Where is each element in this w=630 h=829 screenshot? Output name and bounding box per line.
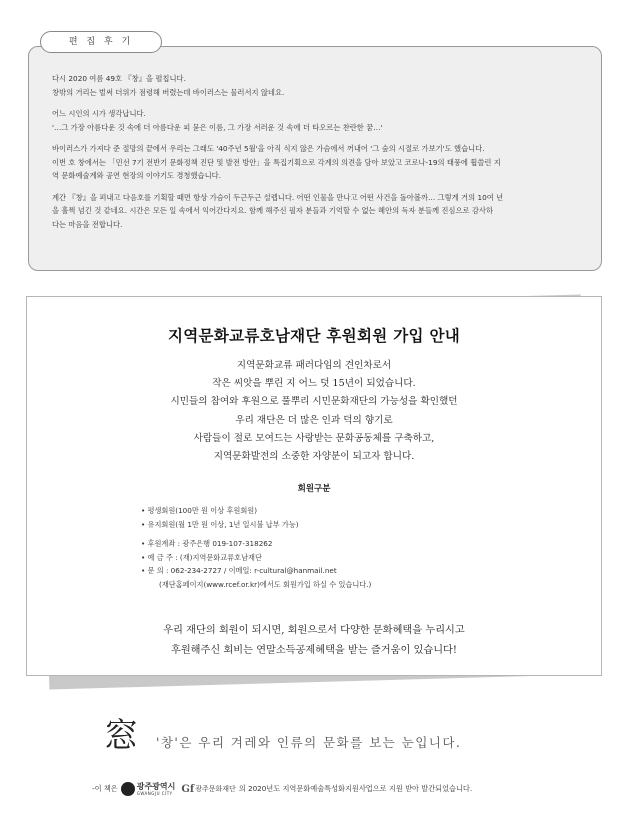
- gwangju-city-logo: [121, 782, 176, 796]
- intro-line: 사람들이 절로 모여드는 사랑받는 문화공동체를 구축하고,: [193, 432, 435, 444]
- membership-title: 지역문화교류호남재단 후원회원 가입 안내: [167, 327, 460, 345]
- membership-card: [26, 296, 602, 676]
- window-calligraphy: 窓: [104, 716, 138, 756]
- editor-paragraph-1: [52, 72, 587, 99]
- account-holder: • 예 금 주 : (재)지역문화교류호남재단: [141, 552, 262, 562]
- member-type-item: • 유지회원(월 1만 원 이상, 1년 일시불 납부 가능): [141, 519, 299, 529]
- contact-info: • 문 의 : 062-234-2727 / 이메일: r-cultural@hanmail.net: [141, 566, 337, 575]
- membership-closing: [27, 621, 601, 661]
- editor-paragraph-3: [52, 142, 587, 183]
- motto-text: '창'은 우리 겨레와 인류의 문화를 보는 눈입니다.: [156, 735, 462, 750]
- intro-line: 지역문화발전의 소중한 자양분이 되고자 합니다.: [213, 451, 415, 463]
- foundation-name: 광주문화재단: [195, 785, 236, 793]
- editor-line: 다는 마음을 전합니다.: [52, 219, 123, 229]
- gwangju-logo-name: 광주광역시: [136, 782, 176, 791]
- closing-line: 후원해주신 회비는 연말소득공제혜택을 받는 즐거움이 있습니다!: [171, 645, 457, 656]
- account-info: • 후원계좌 : 광주은행 019-107-318262: [141, 539, 273, 548]
- member-types-heading: 회원구분: [297, 484, 331, 494]
- editor-line: 다시 2020 여름 49호 『창』을 펼칩니다.: [52, 74, 186, 83]
- intro-line: 우리 재단은 더 많은 인과 덕의 향기로: [235, 414, 393, 426]
- foundation-mark-icon: Gf: [181, 783, 195, 795]
- intro-line: 시민들의 참여와 후원으로 풀뿌리 시민문화재단의 가능성을 확인했던: [170, 396, 458, 408]
- gwangju-logo-sub: GWANGJU CITY: [136, 791, 173, 796]
- member-info-list: [141, 504, 371, 591]
- footer-credit: [92, 782, 472, 796]
- gwangju-emblem-icon: [121, 782, 135, 796]
- gwangju-cultural-foundation-logo: [181, 784, 235, 795]
- closing-line: 우리 재단의 회원이 되시면, 회원으로서 다양한 문화혜택을 누리시고: [163, 625, 465, 636]
- editor-note-body: [52, 72, 587, 239]
- membership-intro: [27, 357, 601, 466]
- editor-line: 창밖의 거리는 벌써 더위가 점령해 버렸는데 바이러스는 물러서지 않네요.: [52, 87, 285, 97]
- editor-line: 바이러스가 가져다 준 절망의 끝에서 우리는 그래도 '40주년 5월'을 아직 식지 않은 가슴에서 꺼내어 '그 숲의 시절로 가보기'도 했습니다.: [52, 144, 485, 153]
- footer-suffix: 의 2020년도 지역문화예술특성화지원사업으로 지원 받아 발간되었습니다.: [238, 784, 473, 793]
- footer-prefix: -이 책은: [92, 784, 118, 793]
- editor-paragraph-2: [52, 107, 587, 134]
- editor-line: 역 문화예술계와 공연 현장의 이야기도 경청했습니다.: [52, 171, 221, 180]
- gwangju-logo-text: [137, 782, 176, 796]
- intro-line: 작은 씨앗을 뿌린 지 어느 덧 15년이 되었습니다.: [212, 378, 416, 390]
- editor-line: 어느 시인의 시가 생각납니다.: [52, 109, 146, 118]
- homepage-note: (재단홈페이지(www.rcef.or.kr)에서도 회원가입 하실 수 있습니다.): [159, 579, 372, 589]
- editor-paragraph-4: [52, 191, 587, 232]
- editor-line: 이번 호 창에서는 「민선 7기 전반기 문화정책 진단 및 발전 방안」을 특집기획으로 각계의 의견을 담아 보았고 코로나-19의 태풍에 휩쓸린 지: [52, 157, 501, 167]
- editor-note-title: 편 집 후 기: [40, 31, 162, 53]
- editor-line: '…그 가장 아름다운 것 속에 더 아름다운 피 묻은 이름, 그 가장 서러운 것 속에 더 타오르는 찬란한 꿈…': [52, 122, 383, 132]
- editor-line: 계간 『창』을 펴내고 다음호를 기획할 때면 항상 가슴이 두근두근 설렙니다. 어떤 인물을 만나고 어떤 사건을 돌아볼까… 그렇게 거의 10여 년: [52, 192, 504, 202]
- member-type-item: • 평생회원(100만 원 이상 후원회원): [141, 506, 258, 515]
- editor-line: 을 훌쩍 넘긴 것 같네요. 시간은 모든 일 속에서 익어간다지요. 함께 해주신 필자 분들과 기억할 수 없는 혜안의 독자 분들께 진심으로 감사하: [52, 206, 494, 215]
- intro-line: 지역문화교류 패러다임의 견인차로서: [236, 360, 392, 371]
